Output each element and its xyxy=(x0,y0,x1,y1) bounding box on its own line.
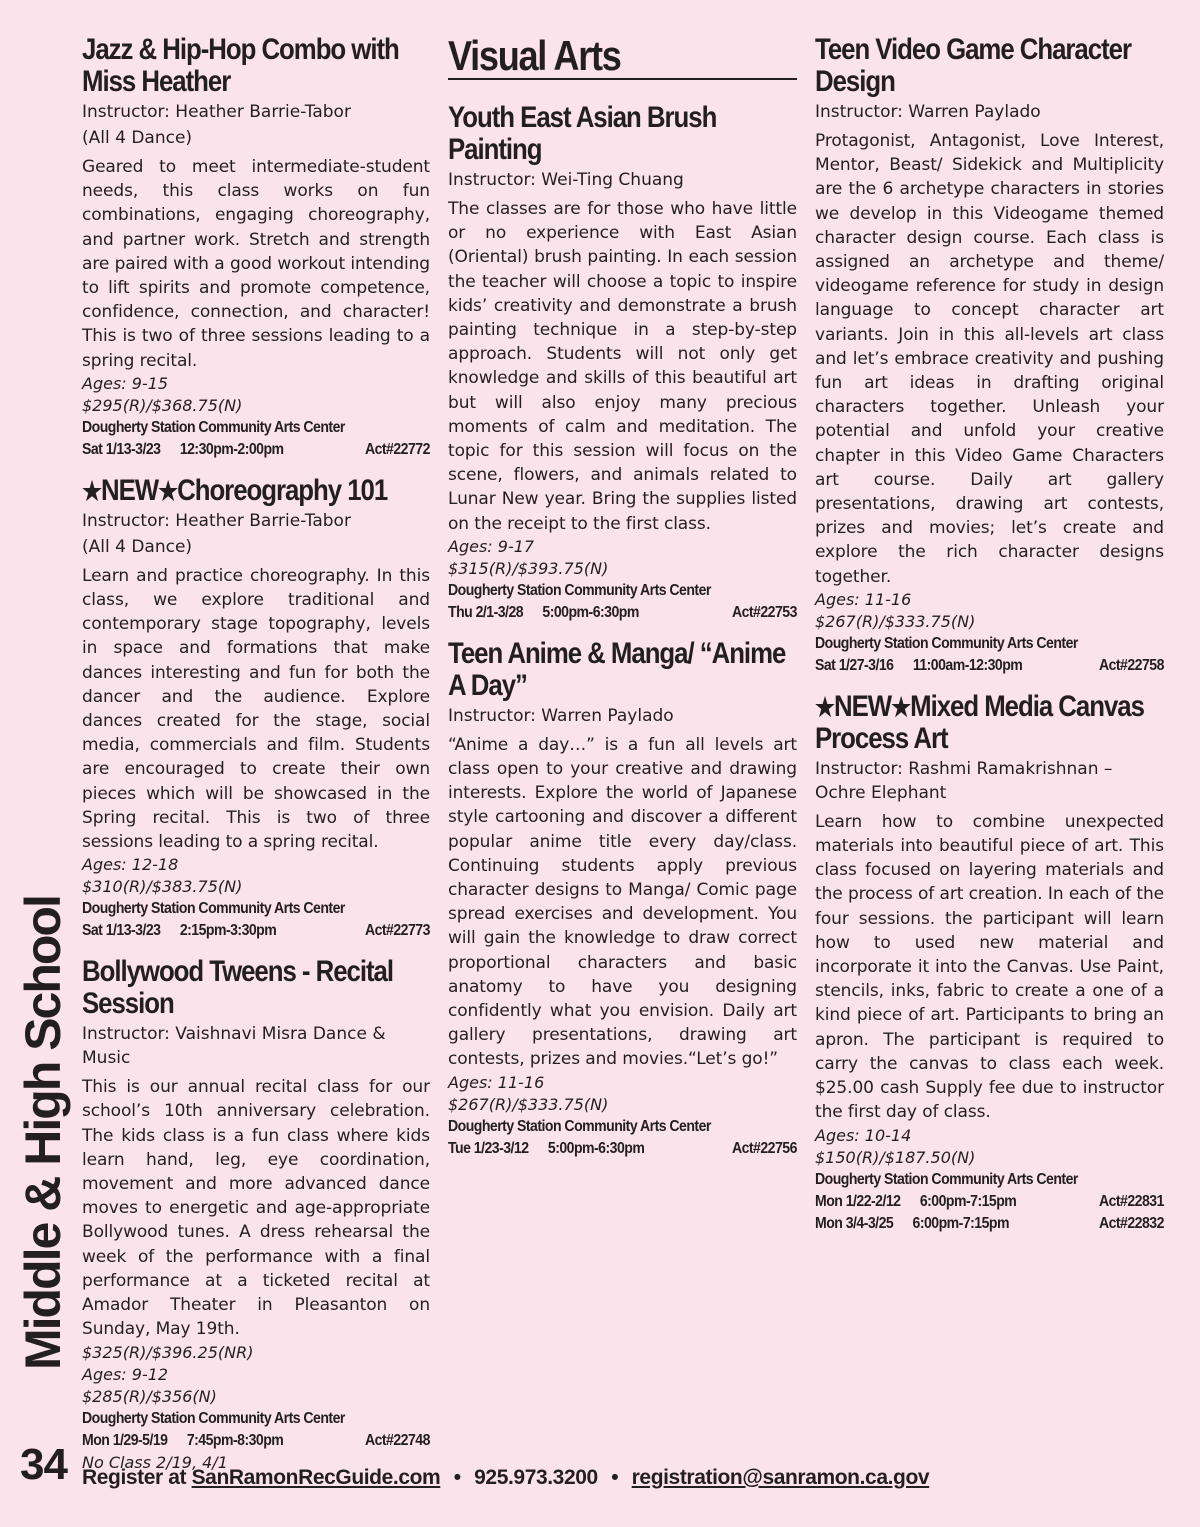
schedule-time: 2:15pm-3:30pm xyxy=(179,922,277,940)
column-left xyxy=(82,34,430,1488)
class-brush-painting xyxy=(448,102,797,624)
instructor: Instructor: Warren Paylado xyxy=(815,102,1041,122)
class-bollywood xyxy=(82,956,430,1473)
schedule-row xyxy=(815,1191,1164,1213)
location: Dougherty Station Community Arts Center xyxy=(82,418,345,436)
email-link[interactable]: registration@sanramon.ca.gov xyxy=(631,1466,930,1489)
schedule-row xyxy=(82,1430,430,1452)
price: $315(R)/$393.75(N) xyxy=(448,558,609,578)
ages: Ages: 9-15 xyxy=(82,373,169,393)
instructor: Instructor: Warren Paylado xyxy=(448,705,674,726)
phone-number[interactable]: 925.973.3200 xyxy=(474,1466,598,1489)
star-icon: ★ xyxy=(815,691,835,722)
side-section-label: Middle & High School xyxy=(15,896,71,1370)
column-right xyxy=(815,34,1164,1249)
schedule-time: 7:45pm-8:30pm xyxy=(186,1431,284,1449)
price: $310(R)/$383.75(N) xyxy=(82,877,243,897)
schedule-time: 5:00pm-6:30pm xyxy=(542,603,639,621)
schedule-time: 11:00am-12:30pm xyxy=(912,656,1023,674)
activity-number: Act#22773 xyxy=(364,922,430,940)
schedule-day: Mon 1/22-2/12 xyxy=(815,1192,901,1210)
separator: • xyxy=(453,1466,461,1489)
no-class-note: No Class 2/19, 4/1 xyxy=(82,1452,228,1472)
instructor: Instructor: Heather Barrie-Tabor xyxy=(82,510,351,531)
ages: Ages: 9-17 xyxy=(448,536,535,556)
activity-number: Act#22758 xyxy=(1098,656,1164,674)
class-mixed-media xyxy=(815,691,1164,1235)
register-prefix: Register at xyxy=(82,1466,187,1489)
instructor: Instructor: Wei-Ting Chuang xyxy=(448,170,684,190)
class-title: Teen Video Game Character Design xyxy=(815,33,1131,98)
schedule-time: 12:30pm-2:00pm xyxy=(179,440,284,458)
activity-number: Act#22772 xyxy=(364,440,430,458)
schedule-time: 6:00pm-7:15pm xyxy=(919,1192,1017,1210)
schedule-day: Tue 1/23-3/12 xyxy=(448,1139,529,1157)
class-title: Teen Anime & Manga/ “Anime A Day” xyxy=(448,636,786,702)
instructor: Instructor: Vaishnavi Misra Dance & Music xyxy=(82,1024,386,1069)
schedule-day: Sat 1/13-3/23 xyxy=(82,440,161,458)
ages: Ages: 11-16 xyxy=(448,1072,545,1092)
activity-number: Act#22748 xyxy=(364,1431,430,1449)
ages: Ages: 10-14 xyxy=(815,1125,912,1145)
class-title: Youth East Asian Brush Painting xyxy=(448,101,717,166)
new-badge: NEW xyxy=(101,473,159,507)
schedule-row xyxy=(82,920,430,942)
ages: Ages: 12-18 xyxy=(82,855,179,875)
separator: • xyxy=(611,1466,619,1489)
class-description: The classes are for those who have little or no experience with East Asian (Oriental) brush painting. In each session the teacher will choose a topic to inspire kids’ creativity and demonstrate a brush painting technique in a step-by-step approach. Students will not only get knowledge and skills of this beautiful art but will also enjoy many precious moments of calm and meditation. The topic for this session will focus on the scene, flowers, and animals related to Lunar New year. Bring the supplies listed on the receipt to the first class. xyxy=(448,199,797,534)
instructor: Instructor: Heather Barrie-Tabor xyxy=(82,102,351,122)
class-description: This is our annual recital class for our school’s 10th anniversary celebration. The kids class is a fun class where kids learn hand, leg, eye coordination, movement and more advanced dance moves to energetic and age-appropriate Bollywood tunes. A dress rehearsal the week of the performance with a final performance at a ticketed recital at Amador Theater in Pleasanton on Sunday, May 19th. xyxy=(82,1077,430,1340)
location: Dougherty Station Community Arts Center xyxy=(448,1117,711,1135)
class-description: “Anime a day…” is a fun all levels art class open to your creative and drawing interests. Explore the world of Japanese style cartooning and discover a different popular anime title every day/class. Continuing students apply previous character designs to Manga/ Comic page spread exercises and development. You will gain the knowledge to draw correct proportional characters and basic anatomy to have you designing confidently what you envision. Daily art gallery presentations, drawing art contests, prizes and movies.“Let’s go!” xyxy=(448,734,797,1070)
star-icon: ★ xyxy=(158,475,178,506)
schedule-day: Thu 2/1-3/28 xyxy=(448,603,524,621)
class-description: Protagonist, Antagonist, Love Interest, Mentor, Beast/ Sidekick and Multiplicity are the 6 archetype characters in stories we develop in this Videogame themed character design course. Each class is assigned an archetype and theme/ videogame reference for study in design language to concept character art variants. Join in this all-levels art class and let’s embrace creativity and pushing fun art ideas in drafting original characters together. Unleash your potential and unfold your creative chapter in this Video Game Characters art course. Daily art gallery presentations, drawing art contests, prizes and movies; let’s create and explore the rich character designs together. xyxy=(815,131,1164,587)
activity-number: Act#22831 xyxy=(1098,1192,1164,1210)
class-choreography xyxy=(82,475,430,942)
new-badge: NEW xyxy=(834,689,892,723)
location: Dougherty Station Community Arts Center xyxy=(815,634,1078,652)
class-description: Learn and practice choreography. In this class, we explore traditional and contemporary stage topography, levels in space and formations that make dances interesting and fun for both the dancer and the audience. Explore dances created for the stage, social media, commercials and film. Students are encouraged to create their own pieces which will be showcased in the Spring recital. This is two of three sessions leading to a spring recital. xyxy=(82,565,430,853)
activity-number: Act#22753 xyxy=(731,603,797,621)
class-title-text: Choreography 101 xyxy=(177,473,388,507)
class-video-game xyxy=(815,34,1164,677)
schedule-row xyxy=(448,1138,797,1160)
price: $267(R)/$333.75(N) xyxy=(448,1094,609,1114)
class-title: Jazz & Hip-Hop Combo with Miss Heather xyxy=(82,33,399,98)
price: $267(R)/$333.75(N) xyxy=(815,611,976,631)
schedule-day: Mon 1/29-5/19 xyxy=(82,1431,168,1449)
schedule-day: Sat 1/27-3/16 xyxy=(815,656,894,674)
class-title: Bollywood Tweens - Recital Session xyxy=(82,955,394,1021)
class-title xyxy=(815,691,1163,755)
schedule-day: Sat 1/13-3/23 xyxy=(82,922,161,940)
page-number: 34 xyxy=(20,1440,67,1489)
section-title xyxy=(448,34,797,80)
schedule-row xyxy=(82,439,430,461)
star-icon: ★ xyxy=(82,475,102,506)
instructor-org: (All 4 Dance) xyxy=(82,536,193,557)
ages: Ages: 11-16 xyxy=(815,589,912,609)
schedule-day: Mon 3/4-3/25 xyxy=(815,1214,894,1232)
schedule-time: 5:00pm-6:30pm xyxy=(547,1139,645,1157)
instructor: Instructor: Rashmi Ramakrishnan – Ochre Elephant xyxy=(815,758,1113,803)
class-anime-manga xyxy=(448,638,797,1160)
class-jazz-hiphop xyxy=(82,34,430,461)
location: Dougherty Station Community Arts Center xyxy=(448,581,711,599)
schedule-row xyxy=(815,655,1164,677)
schedule-row xyxy=(448,602,797,624)
class-description: Geared to meet intermediate-student needs, this class works on fun combinations, engaging choreography, and partner work. Stretch and strength are paired with a good workout intending to lift spirits and promote competence, confidence, connection, and character! This is two of three sessions leading to a spring recital. xyxy=(82,157,430,371)
activity-number: Act#22756 xyxy=(731,1139,797,1157)
schedule-time: 6:00pm-7:15pm xyxy=(912,1214,1009,1232)
price: $295(R)/$368.75(N) xyxy=(82,395,243,415)
website-link[interactable]: SanRamonRecGuide.com xyxy=(191,1466,441,1489)
section-title-text: Visual Arts xyxy=(448,32,621,79)
activity-number: Act#22832 xyxy=(1098,1214,1164,1232)
schedule-row xyxy=(815,1213,1164,1235)
location: Dougherty Station Community Arts Center xyxy=(82,900,345,918)
ages: Ages: 9-12 xyxy=(82,1364,169,1384)
class-description: Learn how to combine unexpected materials into beautiful piece of art. This class focused on layering materials and the process of art creation. In each of the four sessions. the participant will learn how to used new material and incorporate it into the Canvas. Use Paint, stencils, inks, fabric to create a one of a kind piece of art. Participants to bring an apron. The participant is required to carry the canvas to class each week. $25.00 cash Supply fee due to instructor the first day of class. xyxy=(815,811,1164,1123)
price: $150(R)/$187.50(N) xyxy=(815,1147,976,1167)
footer xyxy=(82,1466,929,1490)
price: $285(R)/$356(N) xyxy=(82,1386,217,1406)
column-middle xyxy=(448,34,797,1174)
star-icon: ★ xyxy=(891,691,911,722)
instructor-org: (All 4 Dance) xyxy=(82,128,193,148)
location: Dougherty Station Community Arts Center xyxy=(815,1170,1078,1188)
location: Dougherty Station Community Arts Center xyxy=(82,1409,345,1427)
class-title-text: Mixed Media Canvas Process Art xyxy=(815,689,1144,755)
class-title xyxy=(82,475,429,507)
price-nr: $325(R)/$396.25(NR) xyxy=(82,1342,254,1362)
